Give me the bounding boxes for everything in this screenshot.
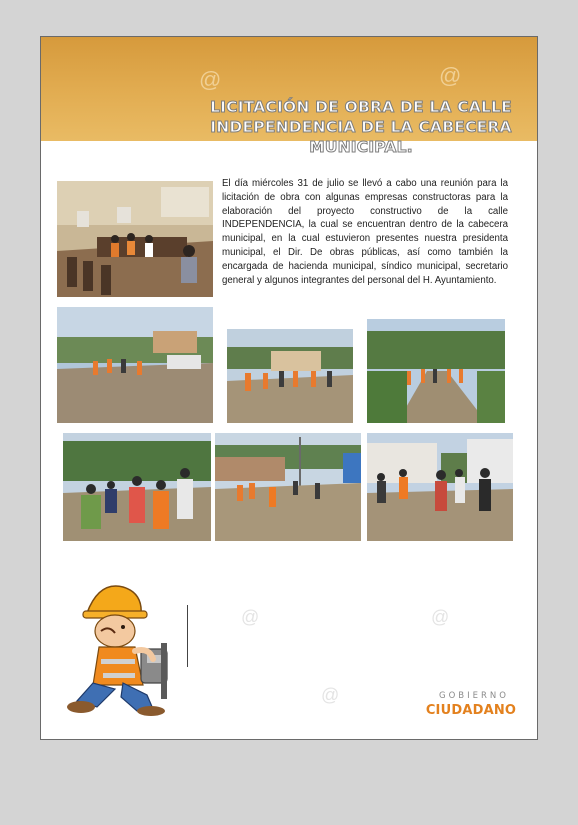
construction-worker-mascot (57, 577, 187, 717)
meeting-room-photo (57, 181, 213, 297)
watermark-swirl-icon: @ (321, 685, 340, 705)
body-paragraph: El día miércoles 31 de julio se llevó a cabo una reunión para la licitación de obra con algunas empresas constructoras para la elaboración del proyecto constructivo de la calle INDEPENDENCIA, la cual se encuentran dentro de la cabecera municipal, en la cual estuvieron presentes nuestra presidenta municipal, el Dir. De obras públicas, así como también la encargada de hacienda municipal, síndico municipal, secretario general y algunos integrantes del personal del H. Ayuntamiento. (222, 178, 508, 286)
street-inspection-photo-2 (227, 329, 353, 423)
street-inspection-photo-4 (63, 433, 211, 541)
divider-line (187, 605, 188, 667)
page-title: LICITACIÓN DE OBRA DE LA CALLE INDEPENDENCIA DE LA CABECERA MUNICIPAL. (210, 98, 512, 156)
document-page (40, 36, 538, 740)
swirl-ornament-icon: @ (439, 63, 462, 88)
street-inspection-photo-1 (57, 307, 213, 423)
logo-gobierno-text: GOBIERNO (439, 691, 509, 701)
logo-ciudadano-text: CIUDADANO (425, 703, 517, 718)
swirl-ornament-icon: @ (199, 67, 222, 92)
watermark-swirl-icon: @ (241, 607, 260, 627)
watermark-swirl-icon: @ (431, 607, 450, 627)
street-inspection-photo-6 (367, 433, 513, 541)
street-inspection-photo-3 (367, 319, 505, 423)
street-inspection-photo-5 (215, 433, 361, 541)
